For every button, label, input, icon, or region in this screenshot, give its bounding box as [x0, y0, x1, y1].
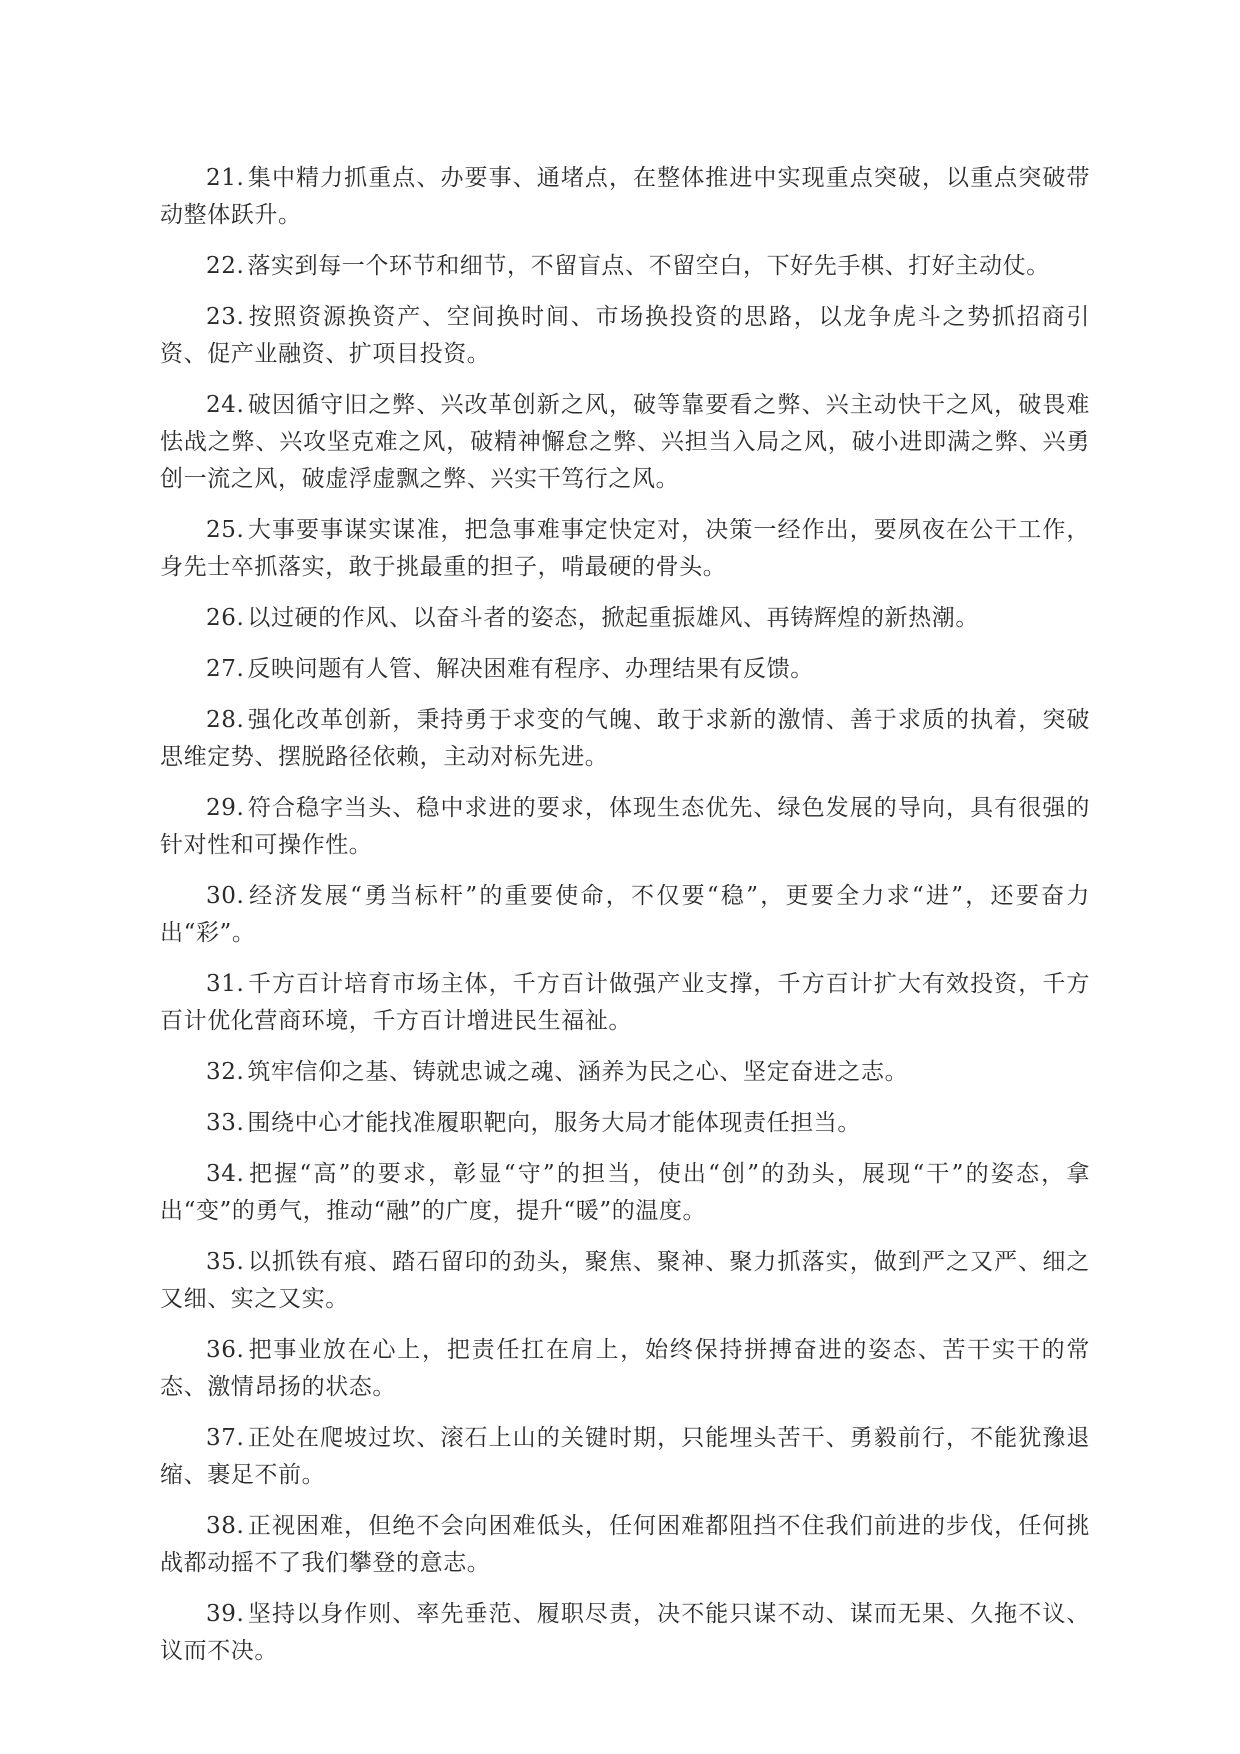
- item-text: 符合稳字当头、稳中求进的要求，体现生态优先、绿色发展的导向，具有很强的针对性和可操作性。: [160, 795, 1090, 858]
- item-text: 按照资源换资产、空间换时间、市场换投资的思路，以龙争虎斗之势抓招商引资、促产业融资、扩项目投资。: [160, 304, 1090, 367]
- item-number: 23.: [206, 304, 245, 330]
- item-text: 集中精力抓重点、办要事、通堵点，在整体推进中实现重点突破，以重点突破带动整体跃升。: [160, 165, 1090, 228]
- item-text: 正处在爬坡过坎、滚石上山的关键时期，只能埋头苦干、勇毅前行，不能犹豫退缩、裹足不前。: [160, 1425, 1090, 1488]
- item-number: 33.: [206, 1110, 245, 1136]
- item-number: 29.: [206, 795, 245, 821]
- item-number: 37.: [206, 1425, 245, 1451]
- item-text: 反映问题有人管、解决困难有程序、办理结果有反馈。: [247, 656, 814, 682]
- list-item: [160, 1156, 1090, 1230]
- item-text: 大事要事谋实谋准，把急事难事定快定对，决策一经作出，要夙夜在公干工作，身先士卒抓落实，敢于挑最重的担子，啃最硬的骨头。: [160, 517, 1090, 580]
- list-item: [160, 1244, 1090, 1318]
- list-item: [160, 299, 1090, 373]
- item-number: 24.: [206, 392, 245, 418]
- item-text: 坚持以身作则、率先垂范、履职尽责，决不能只谋不动、谋而无果、久拖不议、议而不决。: [160, 1601, 1090, 1664]
- item-number: 38.: [206, 1513, 245, 1539]
- item-number: 28.: [206, 707, 245, 733]
- list-item: [160, 1105, 1090, 1142]
- item-text: 把握“高”的要求，彰显“守”的担当，使出“创”的劲头，展现“干”的姿态，拿出“变”的勇气，推动“融”的广度，提升“暖”的温度。: [160, 1161, 1090, 1224]
- item-number: 39.: [206, 1601, 245, 1627]
- list-item: [160, 512, 1090, 586]
- item-text: 以抓铁有痕、踏石留印的劲头，聚焦、聚神、聚力抓落实，做到严之又严、细之又细、实之又实。: [160, 1249, 1090, 1312]
- list-item: [160, 878, 1090, 952]
- list-item: [160, 600, 1090, 637]
- item-text: 强化改革创新，秉持勇于求变的气魄、敢于求新的激情、善于求质的执着，突破思维定势、摆脱路径依赖，主动对标先进。: [160, 707, 1090, 770]
- item-text: 落实到每一个环节和细节，不留盲点、不留空白，下好先手棋、打好主动仗。: [247, 253, 1050, 279]
- item-number: 32.: [206, 1059, 245, 1085]
- list-item: [160, 160, 1090, 234]
- item-number: 21.: [206, 165, 245, 191]
- list-item: [160, 1508, 1090, 1582]
- list-item: [160, 651, 1090, 688]
- item-number: 34.: [206, 1161, 245, 1187]
- item-text: 正视困难，但绝不会向困难低头，任何困难都阻挡不住我们前进的步伐，任何挑战都动摇不了我们攀登的意志。: [160, 1513, 1090, 1576]
- item-text: 以过硬的作风、以奋斗者的姿态，掀起重振雄风、再铸辉煌的新热潮。: [247, 605, 979, 631]
- list-item: [160, 790, 1090, 864]
- item-number: 26.: [206, 605, 245, 631]
- item-number: 25.: [206, 517, 245, 543]
- list-item: [160, 1332, 1090, 1406]
- item-number: 31.: [206, 971, 245, 997]
- list-item: [160, 702, 1090, 776]
- list-item: [160, 387, 1090, 498]
- list-item: [160, 248, 1090, 285]
- item-number: 22.: [206, 253, 245, 279]
- item-text: 千方百计培育市场主体，千方百计做强产业支撑，千方百计扩大有效投资，千方百计优化营商环境，千方百计增进民生福祉。: [160, 971, 1090, 1034]
- list-item: [160, 966, 1090, 1040]
- item-number: 30.: [206, 883, 245, 909]
- item-text: 围绕中心才能找准履职靶向，服务大局才能体现责任担当。: [247, 1110, 861, 1136]
- list-item: [160, 1420, 1090, 1494]
- item-text: 破因循守旧之弊、兴改革创新之风，破等靠要看之弊、兴主动快干之风，破畏难怯战之弊、兴攻坚克难之风，破精神懈怠之弊、兴担当入局之风，破小进即满之弊、兴勇创一流之风，破虚浮虚飘之弊、兴实干笃行之风。: [160, 392, 1090, 492]
- item-number: 36.: [206, 1337, 245, 1363]
- item-text: 筑牢信仰之基、铸就忠诚之魂、涵养为民之心、坚定奋进之志。: [247, 1059, 909, 1085]
- item-number: 27.: [206, 656, 245, 682]
- item-text: 经济发展“勇当标杆”的重要使命，不仅要“稳”，更要全力求“进”，还要奋力出“彩”。: [160, 883, 1090, 946]
- list-item: [160, 1596, 1090, 1670]
- item-text: 把事业放在心上，把责任扛在肩上，始终保持拼搏奋进的姿态、苦干实干的常态、激情昂扬的状态。: [160, 1337, 1090, 1400]
- list-item: [160, 1054, 1090, 1091]
- item-number: 35.: [206, 1249, 245, 1275]
